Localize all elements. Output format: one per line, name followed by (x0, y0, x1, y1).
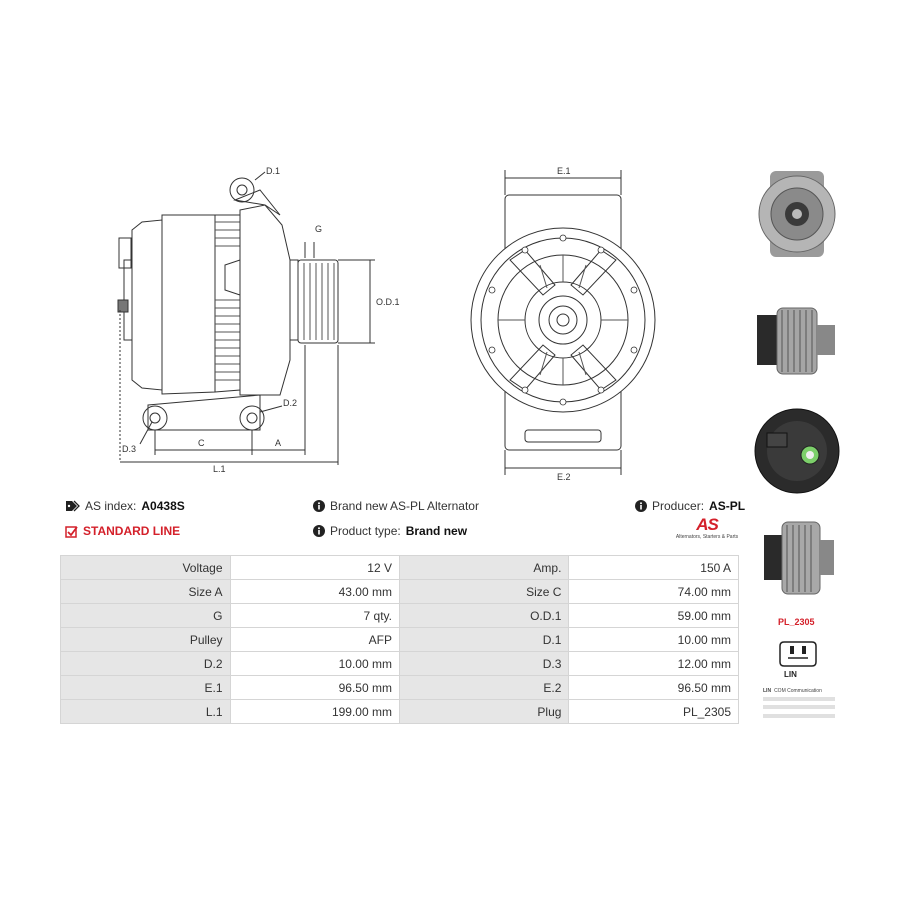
spec-label: Size A (61, 580, 231, 604)
tags-icon (65, 500, 80, 512)
check-square-icon (65, 525, 78, 538)
spec-table (60, 555, 739, 724)
spec-value: 7 qty. (230, 604, 399, 628)
plug-code: PL_2305 (778, 617, 815, 627)
producer-label: Producer: (652, 499, 705, 513)
info-circle-icon (635, 500, 647, 512)
product-type (313, 524, 467, 538)
spec-row (61, 604, 739, 628)
producer-value: AS-PL (709, 499, 746, 513)
logo-tagline: Alternators, Starters & Parts (675, 534, 739, 540)
legend-divider-3 (763, 714, 835, 718)
legend-divider-1 (763, 697, 835, 701)
plug-legend (763, 688, 835, 694)
as-index (65, 499, 185, 513)
product-photo-front[interactable] (752, 166, 842, 262)
spec-row (61, 556, 739, 580)
spec-label: D.3 (399, 652, 568, 676)
brand-new-info (313, 499, 479, 513)
standard-line-label: STANDARD LINE (83, 524, 181, 538)
spec-row (61, 652, 739, 676)
label-g: G (315, 224, 323, 234)
spec-value: 59.00 mm (569, 604, 739, 628)
label-e1: E.1 (557, 166, 571, 176)
label-l1: L.1 (213, 464, 226, 474)
spec-row (61, 676, 739, 700)
info-circle-icon (313, 500, 325, 512)
plug-type-label: LIN (784, 670, 797, 679)
logo-mark: AS (696, 515, 718, 534)
spec-label: Pulley (61, 628, 231, 652)
spec-value: 43.00 mm (230, 580, 399, 604)
product-type-value: Brand new (405, 524, 468, 538)
spec-value: 96.50 mm (569, 676, 739, 700)
spec-value: 96.50 mm (230, 676, 399, 700)
spec-label: L.1 (61, 700, 231, 724)
info-circle-icon (313, 525, 325, 537)
spec-value: 10.00 mm (230, 652, 399, 676)
spec-value: 12 V (230, 556, 399, 580)
spec-label: G (61, 604, 231, 628)
as-index-value: A0438S (141, 499, 185, 513)
brand-new-text: Brand new AS-PL Alternator (330, 499, 479, 513)
label-a: A (275, 438, 282, 448)
spec-label: Voltage (61, 556, 231, 580)
standard-line (65, 524, 180, 538)
legend-divider-2 (763, 705, 835, 709)
spec-label: Plug (399, 700, 568, 724)
spec-row (61, 580, 739, 604)
spec-label: O.D.1 (399, 604, 568, 628)
spec-label: E.1 (61, 676, 231, 700)
spec-value: 199.00 mm (230, 700, 399, 724)
legend-desc: COM Communication (774, 688, 822, 694)
spec-label: D.1 (399, 628, 568, 652)
spec-value: 74.00 mm (569, 580, 739, 604)
spec-label: Amp. (399, 556, 568, 580)
spec-row (61, 628, 739, 652)
label-d1: D.1 (266, 166, 281, 176)
product-photo-rear[interactable] (752, 403, 842, 499)
label-od1: O.D.1 (376, 297, 400, 307)
spec-row (61, 700, 739, 724)
front-view-drawing (465, 160, 675, 480)
legend-key: LIN (763, 688, 772, 694)
side-view-drawing (100, 160, 400, 480)
spec-label: D.2 (61, 652, 231, 676)
producer (635, 499, 745, 513)
as-pl-logo (672, 516, 742, 540)
spec-value: 150 A (569, 556, 739, 580)
as-index-label: AS index: (85, 499, 137, 513)
plug-connector-icon (778, 640, 818, 668)
spec-label: E.2 (399, 676, 568, 700)
spec-label: Size C (399, 580, 568, 604)
product-photo-angle[interactable] (752, 510, 842, 606)
label-c: C (198, 438, 205, 448)
spec-value: 12.00 mm (569, 652, 739, 676)
product-type-label: Product type: (330, 524, 401, 538)
label-d2: D.2 (283, 398, 298, 408)
label-d3: D.3 (122, 444, 137, 454)
spec-value: 10.00 mm (569, 628, 739, 652)
spec-value: AFP (230, 628, 399, 652)
product-photo-side[interactable] (752, 290, 842, 386)
spec-value: PL_2305 (569, 700, 739, 724)
label-e2: E.2 (557, 472, 571, 482)
